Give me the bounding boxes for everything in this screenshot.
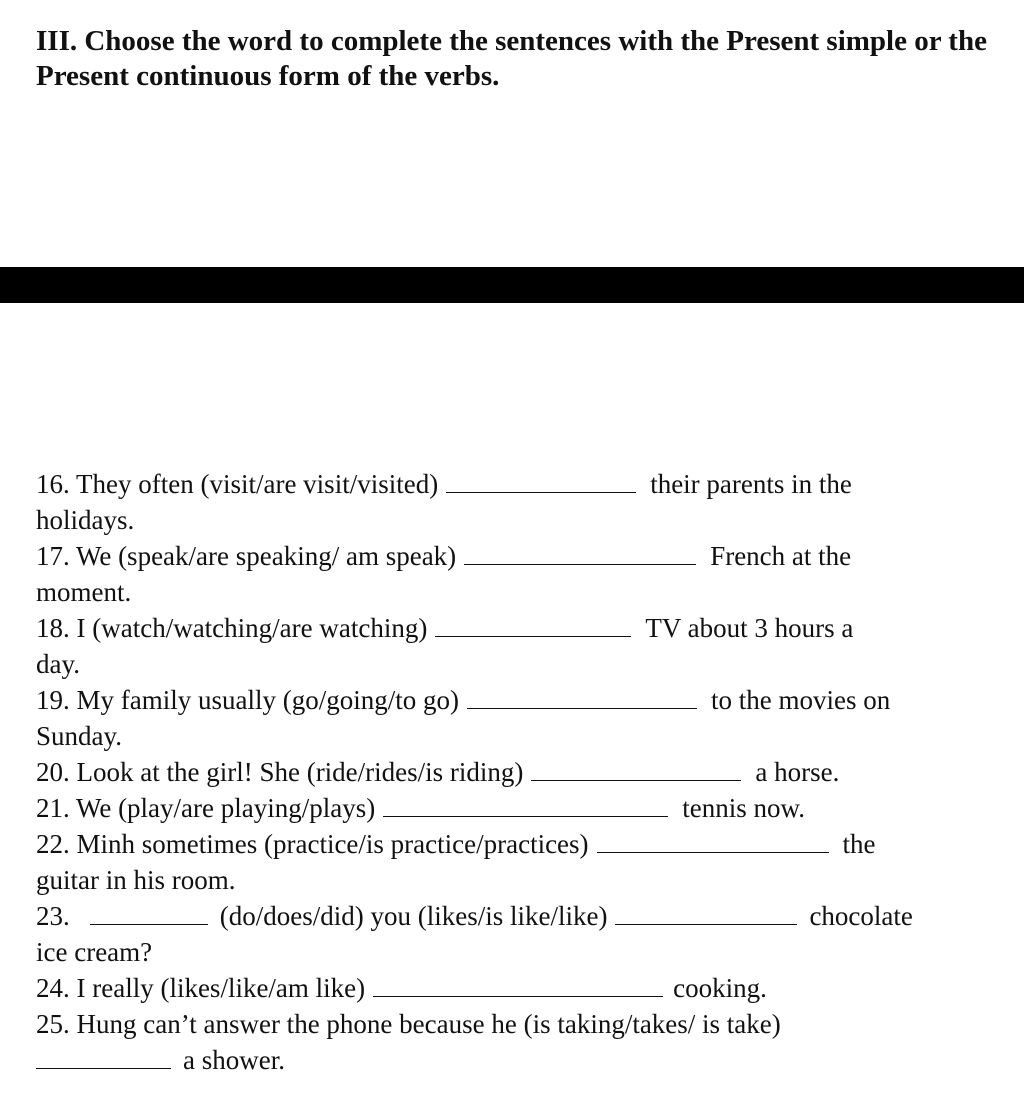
question-24 [36,970,1001,1006]
exercise-heading: III. Choose the word to complete the sentences with the Present simple or the Present continuous form of the verbs. [36,25,987,92]
question-continuation: guitar in his room. [36,865,236,895]
answer-blank[interactable] [446,491,636,493]
question-tail: to the movies on [710,685,891,715]
answer-blank[interactable] [435,635,631,637]
question-stem: 25. Hung can’t answer the phone because he (is taking/takes/ is take) [36,1009,781,1039]
question-continuation: holidays. [36,505,135,535]
question-22 [36,826,1001,898]
answer-blank[interactable] [383,815,668,817]
question-17 [36,538,1001,610]
answer-blank[interactable] [531,779,741,781]
answer-blank-2[interactable] [615,923,797,925]
question-19 [36,682,1001,754]
question-stem: 19. My family usually (go/going/to go) [36,685,459,715]
answer-blank[interactable] [464,563,696,565]
question-18 [36,610,1001,682]
question-middle: (do/does/did) you (likes/is like/like) [219,901,608,931]
question-tail: French at the [710,541,852,571]
question-20 [36,754,1001,790]
question-stem: 17. We (speak/are speaking/ am speak) [36,541,457,571]
question-continuation: a shower. [183,1045,285,1075]
question-continuation: Sunday. [36,721,122,751]
answer-blank-1[interactable] [90,923,208,925]
question-stem: 16. They often (visit/are visit/visited) [36,469,439,499]
question-stem: 22. Minh sometimes (practice/is practice/practices) [36,829,589,859]
question-stem: 21. We (play/are playing/plays) [36,793,376,823]
question-tail: cooking. [673,973,767,1003]
question-tail: a horse. [755,757,840,787]
question-tail: tennis now. [682,793,805,823]
question-tail: TV about 3 hours a [645,613,854,643]
question-continuation: moment. [36,577,132,607]
redaction-bar [0,267,1024,303]
question-stem: 20. Look at the girl! She (ride/rides/is riding) [36,757,524,787]
question-16 [36,466,1001,538]
question-23 [36,898,1001,970]
question-tail: the [842,829,876,859]
question-continuation: day. [36,649,80,679]
question-21 [36,790,1001,826]
question-continuation: ice cream? [36,937,153,967]
question-25 [36,1006,1001,1078]
question-tail: chocolate [809,901,913,931]
answer-blank[interactable] [373,995,663,997]
answer-blank[interactable] [597,851,829,853]
question-stem: 24. I really (likes/like/am like) [36,973,366,1003]
answer-blank[interactable] [467,707,697,709]
question-stem: 18. I (watch/watching/are watching) [36,613,428,643]
question-tail: their parents in the [650,469,852,499]
question-number: 23. [36,901,70,931]
answer-blank[interactable] [36,1067,171,1069]
